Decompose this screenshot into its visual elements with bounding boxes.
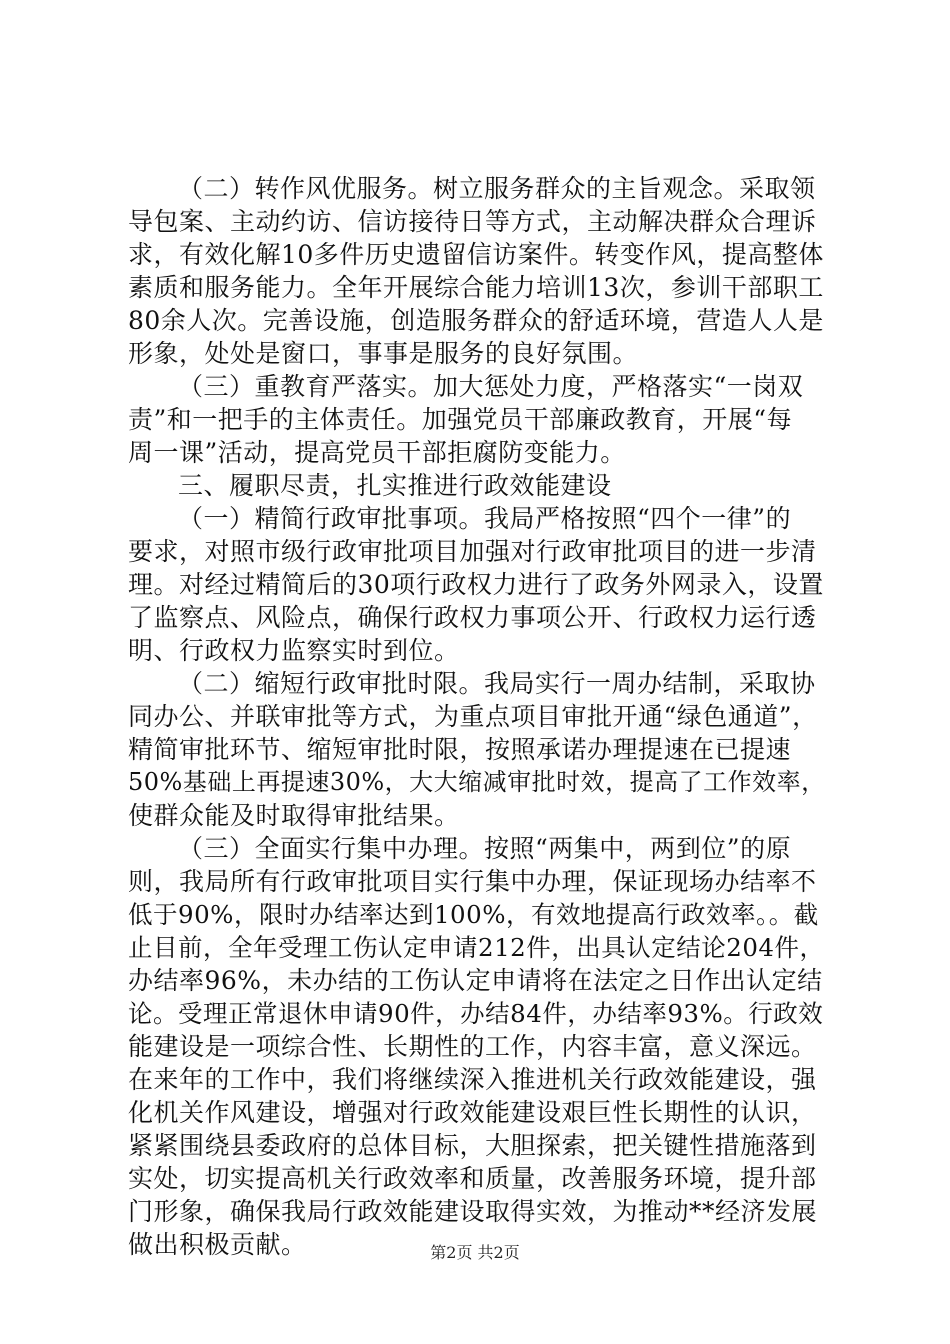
paragraph-line: 做出积极贡献。	[128, 1230, 307, 1259]
paragraph-line: 求，有效化解10多件历史遗留信访案件。转变作风，提高整体	[128, 240, 824, 269]
paragraph-line: （三）全面实行集中办理。按照“两集中，两到位”的原	[178, 834, 792, 863]
paragraph-line: 化机关作风建设，增强对行政效能建设艰巨性长期性的认识，	[128, 1098, 817, 1127]
paragraph-line: 了监察点、风险点，确保行政权力事项公开、行政权力运行透	[128, 603, 817, 632]
paragraph-line: 能建设是一项综合性、长期性的工作，内容丰富，意义深远。	[128, 1032, 817, 1061]
section-heading: 三、履职尽责，扎实推进行政效能建设	[178, 471, 612, 500]
paragraph-line: 实处，切实提高机关行政效率和质量，改善服务环境，提升部	[128, 1164, 817, 1193]
paragraph-line: 办结率96%，未办结的工伤认定申请将在法定之日作出认定结	[128, 966, 823, 995]
paragraph-line: 低于90%，限时办结率达到100%，有效地提高行政效率。。截	[128, 900, 819, 929]
paragraph-line: （一）精简行政审批事项。我局严格按照“四个一律”的	[178, 504, 792, 533]
paragraph-line: （二）转作风优服务。树立服务群众的主旨观念。采取领	[178, 174, 816, 203]
paragraph-line: 周一课”活动，提高党员干部拒腐防变能力。	[128, 438, 626, 467]
paragraph-line: 素质和服务能力。全年开展综合能力培训13次，参训干部职工	[128, 273, 824, 302]
paragraph-line: 明、行政权力监察实时到位。	[128, 636, 460, 665]
paragraph-line: 门形象，确保我局行政效能建设取得实效，为推动**经济发展	[128, 1197, 818, 1226]
paragraph-line: 50%基础上再提速30%，大大缩减审批时效，提高了工作效率，	[128, 768, 826, 796]
paragraph-line: 形象，处处是窗口，事事是服务的良好氛围。	[128, 339, 639, 368]
document-body	[128, 172, 830, 1261]
paragraph-line: （三）重教育严落实。加大惩处力度，严格落实“一岗双	[178, 372, 804, 401]
paragraph-line: 同办公、并联审批等方式，为重点项目审批开通“绿色通道”，	[128, 702, 818, 731]
paragraph-line: 在来年的工作中，我们将继续深入推进机关行政效能建设，强	[128, 1065, 817, 1094]
paragraph-line: 80余人次。完善设施，创造服务群众的舒适环境，营造人人是	[128, 306, 824, 335]
paragraph-line: 精简审批环节、缩短审批时限，按照承诺办理提速在已提速	[128, 735, 792, 764]
paragraph-line: （二）缩短行政审批时限。我局实行一周办结制，采取协	[178, 669, 816, 698]
paragraph-line: 论。受理正常退休申请90件，办结84件，办结率93%。行政效	[128, 999, 824, 1028]
paragraph-line: 则，我局所有行政审批项目实行集中办理，保证现场办结率不	[128, 867, 817, 896]
paragraph-line: 理。对经过精简后的30项行政权力进行了政务外网录入，设置	[128, 570, 824, 599]
paragraph-line: 导包案、主动约访、信访接待日等方式，主动解决群众合理诉	[128, 207, 817, 236]
page-number-footer: 第2页 共2页	[430, 1243, 520, 1262]
paragraph-line: 止目前，全年受理工伤认定申请212件，出具认定结论204件，	[128, 933, 825, 962]
paragraph-line: 使群众能及时取得审批结果。	[128, 801, 460, 830]
paragraph-line: 责”和一把手的主体责任。加强党员干部廉政教育，开展“每	[128, 405, 793, 434]
paragraph-line: 紧紧围绕县委政府的总体目标，大胆探索，把关键性措施落到	[128, 1131, 817, 1160]
paragraph-line: 要求，对照市级行政审批项目加强对行政审批项目的进一步清	[128, 537, 817, 566]
